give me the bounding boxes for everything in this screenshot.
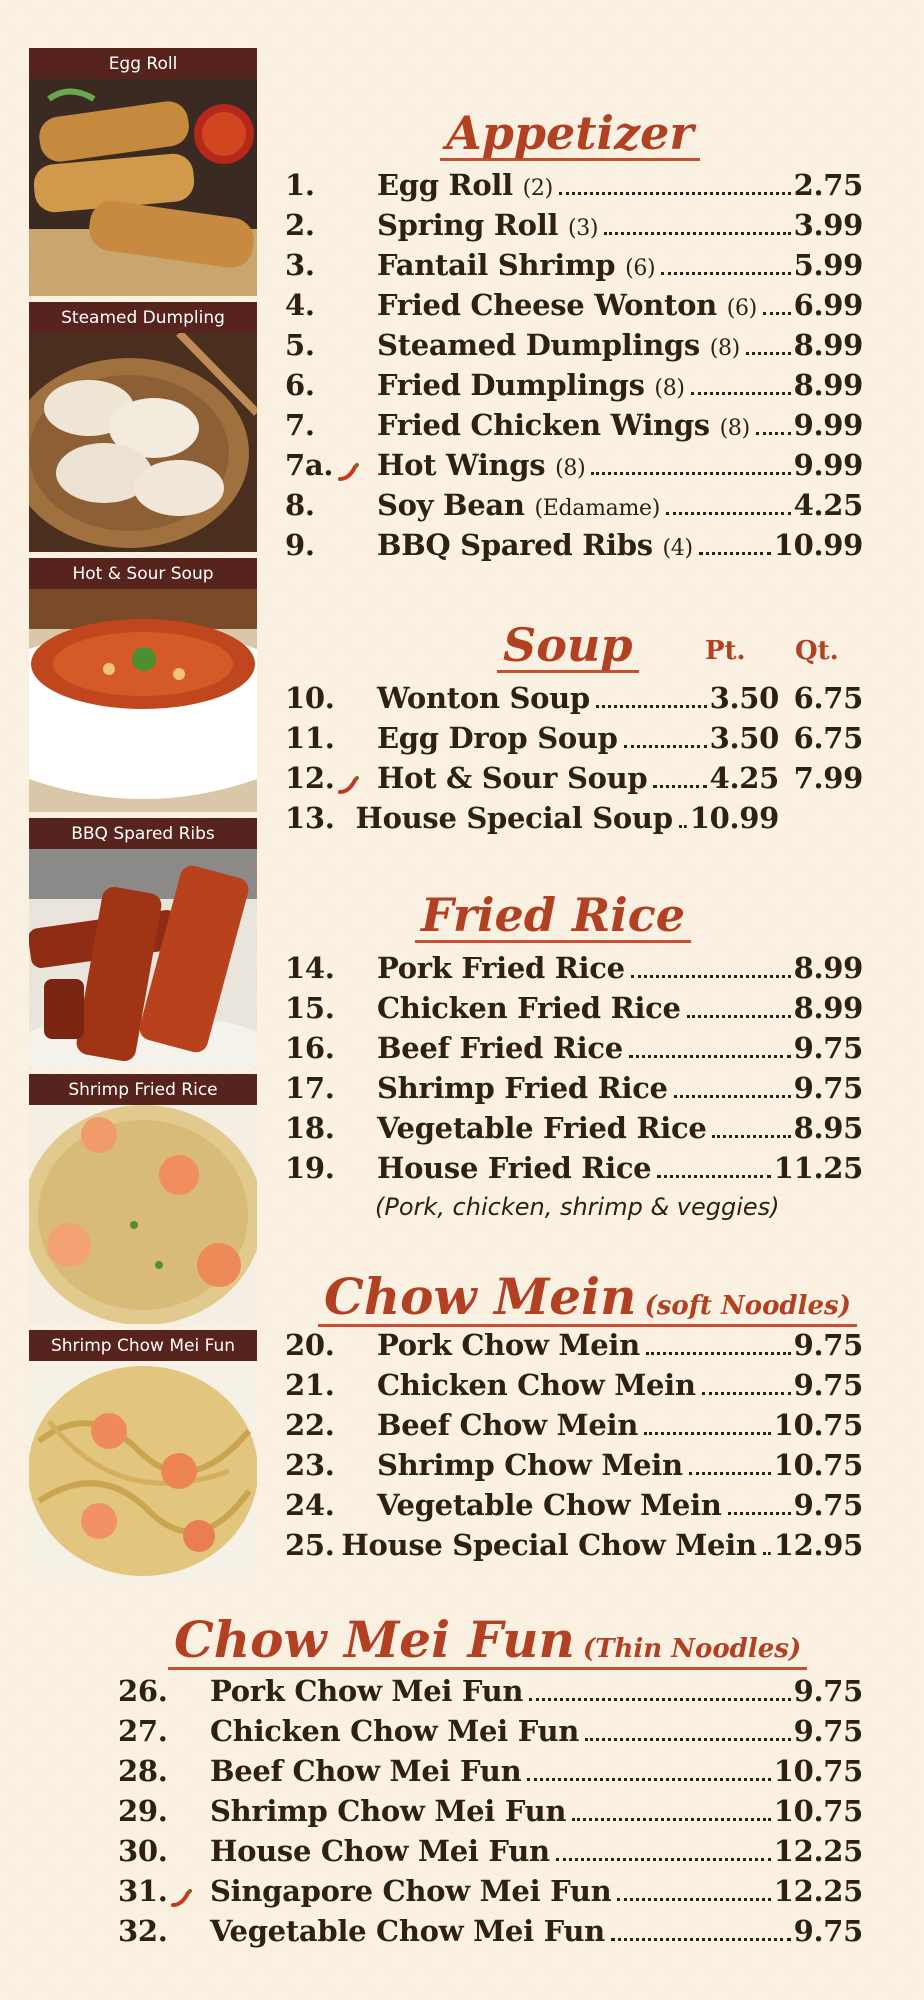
- item-price: 9.75: [793, 1714, 863, 1748]
- item-name-text: Egg Drop Soup: [377, 721, 618, 755]
- menu-item-row: [285, 1071, 863, 1111]
- item-number: [285, 1528, 341, 1562]
- item-name-text: Vegetable Chow Mei Fun: [210, 1914, 605, 1948]
- leader-dots: [702, 1392, 791, 1395]
- item-number-text: 30.: [118, 1834, 168, 1868]
- item-name: [377, 208, 598, 242]
- item-number: [285, 1448, 377, 1482]
- item-name-text: Shrimp Chow Mein: [377, 1448, 683, 1482]
- leader-dots: [763, 1552, 771, 1555]
- leader-dots: [556, 1858, 771, 1861]
- item-number: [118, 1674, 210, 1708]
- chow-mei-fun-title-text: Chow Mei Fun: [174, 1610, 575, 1669]
- item-name-text: Vegetable Fried Rice: [377, 1111, 707, 1145]
- leader-dots: [687, 1015, 791, 1018]
- item-number: [118, 1714, 210, 1748]
- item-number-text: 22.: [285, 1408, 335, 1442]
- item-name-text: Vegetable Chow Mein: [377, 1488, 722, 1522]
- photo-steamed-dumpling: [29, 302, 257, 552]
- menu-item-row: [285, 721, 863, 761]
- chow-mei-fun-list: [118, 1674, 863, 1954]
- item-price: 9.75: [793, 1488, 863, 1522]
- item-number-text: 16.: [285, 1031, 335, 1065]
- item-number: [285, 681, 377, 715]
- item-name-text: Soy Bean: [377, 488, 525, 522]
- leader-dots: [763, 312, 791, 315]
- item-name: [377, 951, 625, 985]
- item-price: 8.99: [793, 328, 863, 362]
- leader-dots: [631, 975, 791, 978]
- item-name-text: Chicken Fried Rice: [377, 991, 681, 1025]
- menu-item-row: [118, 1674, 863, 1714]
- item-name: [210, 1714, 579, 1748]
- item-number: [118, 1834, 210, 1868]
- item-number: [118, 1914, 210, 1948]
- item-number: [285, 528, 377, 562]
- menu-item-row: [285, 168, 863, 208]
- item-number: [285, 288, 377, 322]
- item-price-quart: 6.75: [793, 721, 863, 755]
- menu-item-row: [285, 1528, 863, 1568]
- item-name: [377, 248, 655, 282]
- chow-mein-title: [318, 1267, 857, 1327]
- item-name-text: House Chow Mei Fun: [210, 1834, 550, 1868]
- menu-item-row: [285, 288, 863, 328]
- menu-item-row: [285, 368, 863, 408]
- leader-dots: [653, 785, 706, 788]
- leader-dots: [712, 1135, 790, 1138]
- item-name: [377, 488, 660, 522]
- leader-dots: [624, 745, 707, 748]
- item-number-text: 18.: [285, 1111, 335, 1145]
- item-number-text: 13.: [285, 801, 335, 835]
- item-price: 9.75: [793, 1071, 863, 1105]
- item-name: [377, 528, 693, 562]
- item-name: [377, 448, 585, 482]
- item-name-text: Fried Chicken Wings: [377, 408, 710, 442]
- leader-dots: [629, 1055, 791, 1058]
- item-number-text: 4.: [285, 288, 315, 322]
- leader-dots: [529, 1698, 790, 1701]
- item-detail: (6): [726, 296, 757, 321]
- item-number-text: 31.: [118, 1874, 168, 1908]
- item-name-text: Spring Roll: [377, 208, 559, 242]
- item-name-text: Beef Chow Mei Fun: [210, 1754, 522, 1788]
- item-number-text: 10.: [285, 681, 335, 715]
- item-name-text: Shrimp Chow Mei Fun: [210, 1794, 567, 1828]
- leader-dots: [679, 825, 687, 828]
- item-name: [377, 408, 750, 442]
- fried-rice-title: Fried Rice: [415, 892, 691, 943]
- item-name-text: Shrimp Fried Rice: [377, 1071, 668, 1105]
- item-price: 8.99: [793, 951, 863, 985]
- item-price: 10.75: [773, 1754, 863, 1788]
- item-number-text: 5.: [285, 328, 315, 362]
- item-number-text: 11.: [285, 721, 335, 755]
- menu-item-row: [285, 248, 863, 288]
- leader-dots: [728, 1512, 791, 1515]
- item-price: 3.50: [709, 721, 779, 755]
- item-number-text: 15.: [285, 991, 335, 1025]
- photo-shrimp-fried-rice: [29, 1074, 257, 1324]
- item-name: [377, 681, 590, 715]
- photo-caption: Egg Roll: [29, 48, 257, 79]
- leader-dots: [527, 1778, 770, 1781]
- menu-item-row: [285, 1488, 863, 1528]
- leader-dots: [585, 1738, 791, 1741]
- item-price: 12.25: [773, 1874, 863, 1908]
- item-number-text: 29.: [118, 1794, 168, 1828]
- leader-dots: [559, 192, 791, 195]
- menu-item-row: [285, 761, 863, 801]
- item-name: [377, 328, 740, 362]
- item-price: 12.95: [773, 1528, 863, 1562]
- item-name-text: Fried Dumplings: [377, 368, 645, 402]
- item-detail: (8): [555, 456, 586, 481]
- dumpling-image: [29, 333, 257, 552]
- item-number: [285, 368, 377, 402]
- leader-dots: [596, 705, 707, 708]
- item-number: [118, 1794, 210, 1828]
- soup-image: [29, 589, 257, 812]
- item-number-text: 19.: [285, 1151, 335, 1185]
- chili-pepper-icon: [337, 456, 359, 478]
- appetizer-list: [285, 168, 863, 568]
- item-price: 11.25: [773, 1151, 863, 1185]
- item-price: 10.99: [689, 801, 779, 835]
- item-detail: (2): [522, 176, 553, 201]
- leader-dots: [691, 392, 791, 395]
- item-number-text: 9.: [285, 528, 315, 562]
- item-name-text: House Special Chow Mein: [341, 1528, 757, 1562]
- leader-dots: [644, 1432, 771, 1435]
- quart-header: Qt.: [795, 636, 839, 666]
- menu-item-row: [285, 991, 863, 1031]
- item-number: [118, 1874, 210, 1908]
- item-price: 5.99: [793, 248, 863, 282]
- item-number-text: 20.: [285, 1328, 335, 1362]
- item-number-text: 6.: [285, 368, 315, 402]
- item-name: [377, 1408, 638, 1442]
- item-detail: (8): [719, 416, 750, 441]
- item-number: [285, 761, 377, 795]
- item-number: [285, 991, 377, 1025]
- item-detail: (4): [662, 536, 693, 561]
- item-number: [285, 488, 377, 522]
- menu-item-row: [285, 1448, 863, 1488]
- item-number: [285, 1111, 377, 1145]
- item-number-text: 26.: [118, 1674, 168, 1708]
- item-price: 10.75: [773, 1408, 863, 1442]
- item-price: 10.99: [773, 528, 863, 562]
- menu-item-row: [285, 1408, 863, 1448]
- item-name: [377, 991, 681, 1025]
- item-price: 12.25: [773, 1834, 863, 1868]
- menu-item-row: [285, 951, 863, 991]
- item-name-text: Fantail Shrimp: [377, 248, 616, 282]
- item-number-text: 7a.: [285, 448, 334, 482]
- item-name-text: Wonton Soup: [377, 681, 590, 715]
- item-number-text: 21.: [285, 1368, 335, 1402]
- item-name: [377, 1488, 722, 1522]
- chow-mei-fun-image: [29, 1361, 257, 1581]
- item-name: [355, 801, 672, 835]
- item-name: [210, 1754, 521, 1788]
- item-number: [285, 721, 377, 755]
- item-number: [118, 1754, 210, 1788]
- item-number: [285, 1071, 377, 1105]
- item-number-text: 8.: [285, 488, 315, 522]
- item-detail: (6): [625, 256, 656, 281]
- leader-dots: [617, 1898, 770, 1901]
- item-name: [377, 1071, 668, 1105]
- item-detail: (8): [654, 376, 685, 401]
- item-name: [377, 1448, 683, 1482]
- item-number: [285, 951, 377, 985]
- menu-item-row: [118, 1914, 863, 1954]
- item-name: [377, 1328, 640, 1362]
- item-number-text: 2.: [285, 208, 315, 242]
- item-number-text: 1.: [285, 168, 315, 202]
- item-number: [285, 801, 355, 835]
- photo-egg-roll: [29, 48, 257, 296]
- item-name: [210, 1794, 566, 1828]
- item-name: [210, 1674, 523, 1708]
- item-price: 6.99: [793, 288, 863, 322]
- leader-dots: [746, 352, 791, 355]
- menu-item-row: [118, 1834, 863, 1874]
- leader-dots: [756, 432, 791, 435]
- item-name-text: Steamed Dumplings: [377, 328, 700, 362]
- chow-mein-list: [285, 1328, 863, 1568]
- leader-dots: [646, 1352, 791, 1355]
- item-number-text: 7.: [285, 408, 315, 442]
- item-number: [285, 248, 377, 282]
- item-price: 3.50: [709, 681, 779, 715]
- item-number-text: 28.: [118, 1754, 168, 1788]
- photo-caption: Shrimp Chow Mei Fun: [29, 1330, 257, 1361]
- item-detail: (8): [709, 336, 740, 361]
- item-price: 8.99: [793, 368, 863, 402]
- item-price: 9.75: [793, 1674, 863, 1708]
- item-name-text: Hot Wings: [377, 448, 546, 482]
- item-number: [285, 1328, 377, 1362]
- item-number-text: 14.: [285, 951, 335, 985]
- menu-item-row: [285, 681, 863, 721]
- item-name-text: Egg Roll: [377, 168, 513, 202]
- chili-pepper-icon: [170, 1882, 192, 1904]
- item-price: 3.99: [793, 208, 863, 242]
- egg-roll-image: [29, 79, 257, 296]
- item-price: 9.75: [793, 1914, 863, 1948]
- fried-rice-image: [29, 1105, 257, 1324]
- item-number-text: 25.: [285, 1528, 335, 1562]
- item-number: [285, 1488, 377, 1522]
- menu-item-row: [118, 1794, 863, 1834]
- item-price-quart: 6.75: [793, 681, 863, 715]
- leader-dots: [604, 232, 790, 235]
- item-number-text: 24.: [285, 1488, 335, 1522]
- item-name-text: Pork Chow Mein: [377, 1328, 640, 1362]
- item-price: 9.99: [793, 448, 863, 482]
- menu-item-row: [285, 448, 863, 488]
- item-price: 9.75: [793, 1368, 863, 1402]
- item-name: [377, 168, 553, 202]
- item-name: [377, 288, 757, 322]
- photo-caption: Hot & Sour Soup: [29, 558, 257, 589]
- item-name-text: Fried Cheese Wonton: [377, 288, 717, 322]
- item-price: 9.75: [793, 1031, 863, 1065]
- item-price: 10.75: [773, 1794, 863, 1828]
- chow-mein-subtitle: (soft Noodles): [644, 1291, 851, 1321]
- item-name: [210, 1834, 550, 1868]
- item-name: [341, 1528, 756, 1562]
- item-number: [285, 448, 377, 482]
- photo-caption: Steamed Dumpling: [29, 302, 257, 333]
- item-number: [285, 168, 377, 202]
- item-name: [377, 721, 618, 755]
- item-number-text: 12.: [285, 761, 335, 795]
- photo-caption: BBQ Spared Ribs: [29, 818, 257, 849]
- item-number-text: 23.: [285, 1448, 335, 1482]
- item-price: 8.95: [793, 1111, 863, 1145]
- item-name: [377, 1151, 651, 1185]
- item-price: 2.75: [793, 168, 863, 202]
- menu-item-row: [285, 801, 863, 841]
- leader-dots: [591, 472, 790, 475]
- menu-item-row: [118, 1714, 863, 1754]
- item-number: [285, 408, 377, 442]
- soup-title: Soup: [497, 622, 639, 673]
- item-name: [210, 1874, 611, 1908]
- item-price: 8.99: [793, 991, 863, 1025]
- item-number: [285, 1151, 377, 1185]
- photo-shrimp-chow-mei-fun: [29, 1330, 257, 1581]
- menu-item-row: [285, 528, 863, 568]
- menu-item-row: [285, 488, 863, 528]
- item-name-text: House Fried Rice: [377, 1151, 652, 1185]
- item-name-text: Beef Fried Rice: [377, 1031, 623, 1065]
- appetizer-title: Appetizer: [440, 110, 700, 161]
- chili-pepper-icon: [337, 769, 359, 791]
- photo-hot-sour-soup: [29, 558, 257, 812]
- item-price: 10.75: [773, 1448, 863, 1482]
- menu-item-row: [285, 208, 863, 248]
- item-name-text: BBQ Spared Ribs: [377, 528, 653, 562]
- item-name-text: Singapore Chow Mei Fun: [210, 1874, 612, 1908]
- item-number: [285, 1408, 377, 1442]
- item-name-text: Hot & Sour Soup: [377, 761, 648, 795]
- item-price-quart: 7.99: [793, 761, 863, 795]
- item-price: 9.75: [793, 1328, 863, 1362]
- item-name: [377, 1368, 696, 1402]
- item-number-text: 3.: [285, 248, 315, 282]
- item-price: 9.99: [793, 408, 863, 442]
- ribs-image: [29, 849, 257, 1068]
- soup-list: [285, 681, 863, 841]
- fried-rice-list: [285, 951, 863, 1191]
- item-name: [377, 368, 685, 402]
- photo-bbq-ribs: [29, 818, 257, 1068]
- leader-dots: [699, 552, 771, 555]
- item-name-text: Chicken Chow Mein: [377, 1368, 696, 1402]
- item-name: [377, 761, 647, 795]
- item-name: [210, 1914, 605, 1948]
- item-name-text: Beef Chow Mein: [377, 1408, 639, 1442]
- item-number: [285, 1368, 377, 1402]
- photo-caption: Shrimp Fried Rice: [29, 1074, 257, 1105]
- menu-item-row: [285, 1151, 863, 1191]
- chow-mei-fun-title: [168, 1610, 807, 1670]
- chow-mei-fun-subtitle: (Thin Noodles): [582, 1634, 802, 1664]
- pint-header: Pt.: [705, 636, 746, 666]
- leader-dots: [661, 272, 790, 275]
- menu-item-row: [285, 328, 863, 368]
- menu-item-row: [285, 1111, 863, 1151]
- item-detail: (Edamame): [534, 496, 661, 521]
- item-number-text: 17.: [285, 1071, 335, 1105]
- leader-dots: [657, 1175, 770, 1178]
- item-number: [285, 208, 377, 242]
- item-name-text: Pork Fried Rice: [377, 951, 625, 985]
- leader-dots: [674, 1095, 791, 1098]
- item-name: [377, 1111, 706, 1145]
- item-number-text: 32.: [118, 1914, 168, 1948]
- leader-dots: [666, 512, 791, 515]
- menu-item-row: [285, 1368, 863, 1408]
- item-name-text: Chicken Chow Mei Fun: [210, 1714, 580, 1748]
- menu-item-row: [285, 1031, 863, 1071]
- leader-dots: [689, 1472, 771, 1475]
- leader-dots: [611, 1938, 791, 1941]
- item-number: [285, 1031, 377, 1065]
- chow-mein-title-text: Chow Mein: [324, 1267, 637, 1326]
- item-name: [377, 1031, 623, 1065]
- house-fried-rice-note: (Pork, chicken, shrimp & veggies): [375, 1193, 780, 1221]
- item-price: 4.25: [793, 488, 863, 522]
- menu-item-row: [285, 408, 863, 448]
- item-number: [285, 328, 377, 362]
- menu-item-row: [118, 1874, 863, 1914]
- menu-item-row: [118, 1754, 863, 1794]
- item-number-text: 27.: [118, 1714, 168, 1748]
- menu-item-row: [285, 1328, 863, 1368]
- item-name-text: House Special Soup: [355, 801, 673, 835]
- leader-dots: [572, 1818, 771, 1821]
- item-name-text: Pork Chow Mei Fun: [210, 1674, 524, 1708]
- item-detail: (3): [567, 216, 599, 241]
- item-price: 4.25: [709, 761, 779, 795]
